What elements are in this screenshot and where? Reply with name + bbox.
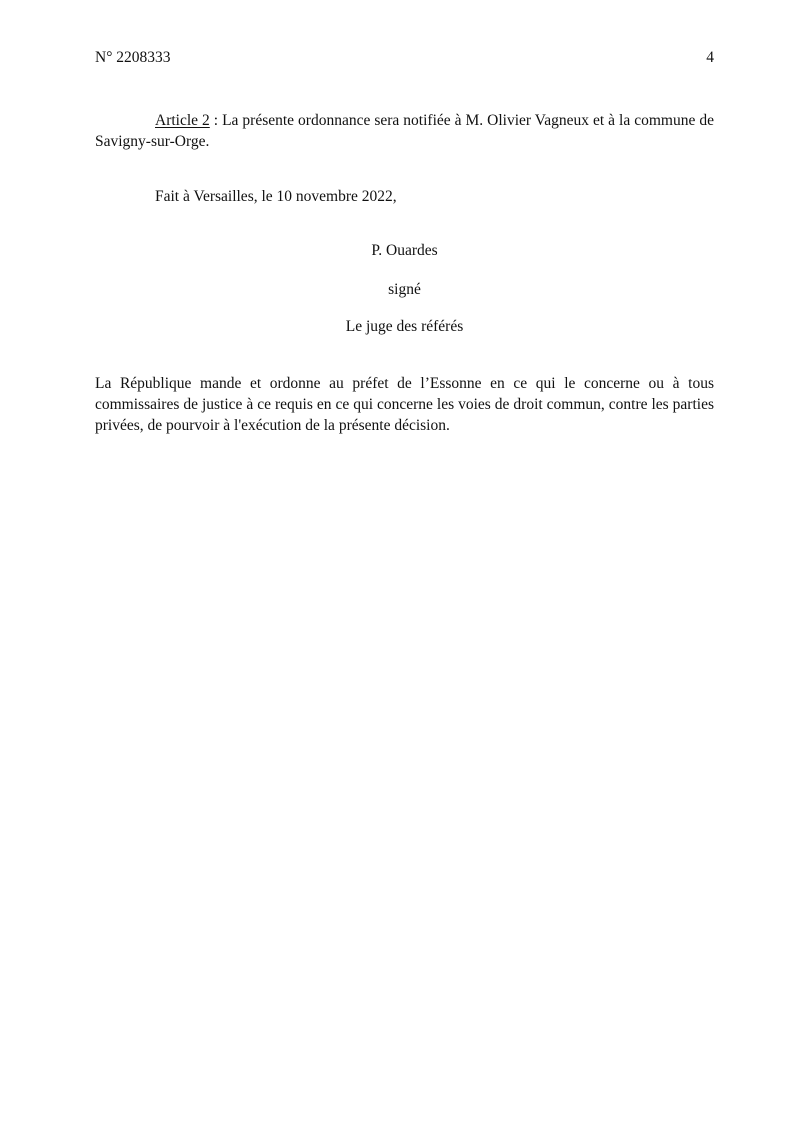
article-2-paragraph xyxy=(95,110,714,152)
article-2-text: La présente ordonnance sera notifiée à M. Olivier Vagneux et à la commune de Savigny-sur-Orge. xyxy=(95,112,714,150)
case-number: N° 2208333 xyxy=(95,49,171,66)
article-2-label: Article 2 xyxy=(155,112,210,129)
signatory-title: Le juge des référés xyxy=(345,318,464,335)
enforcement-formula: La République mande et ordonne au préfet de l’Essonne en ce qui le concerne ou à tous commissaires de justice à ce requis en ce qui concerne les voies de droit commun, contre les parties privées, de pourvoir à l'exécution de la présente décision. xyxy=(95,375,714,434)
article-2-separator: : xyxy=(209,112,223,129)
signed-mention: signé xyxy=(388,281,421,298)
place-date-line: Fait à Versailles, le 10 novembre 2022, xyxy=(155,188,397,205)
page-number: 4 xyxy=(706,49,714,66)
signatory-name: P. Ouardes xyxy=(371,242,438,259)
